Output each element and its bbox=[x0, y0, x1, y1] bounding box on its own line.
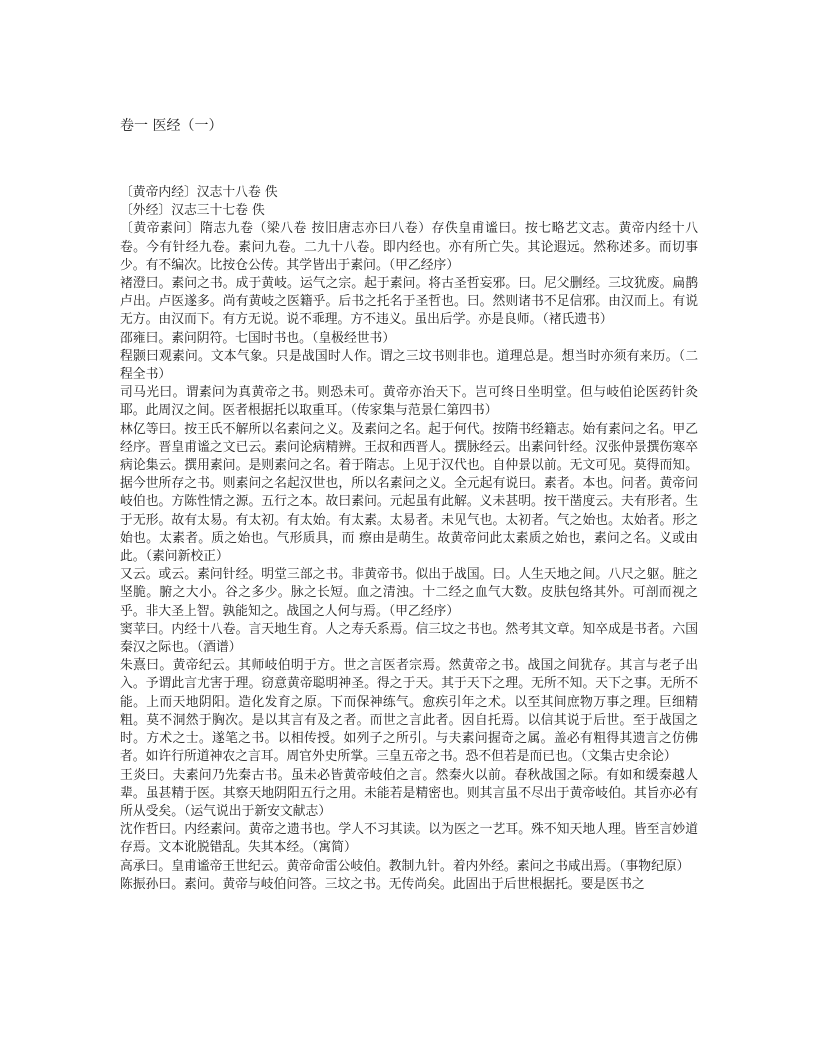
entry-huangdi-suwen: 〔黄帝素问〕隋志九卷（梁八卷 按旧唐志亦曰八卷）存佚皇甫谧曰。按七略艺文志。黄帝内经十八卷。今有针经九卷。素问九卷。二九十八卷。即内经也。亦有所亡失。其论遐远。然称述多。而切事少。有不编次。比按仓公传。其学皆出于素问。（甲乙经序） bbox=[120, 221, 698, 273]
entry-waijing: 〔外经〕汉志三十七卷 佚 bbox=[120, 203, 265, 219]
document-body bbox=[120, 184, 698, 894]
chapter-title: 卷一 医经（一） bbox=[120, 118, 223, 134]
quote-zhu-xi: 朱熹曰。黄帝纪云。其师岐伯明于方。世之言医者宗焉。然黄帝之书。战国之间犹存。其言与老子出入。予谓此言尤害于理。窃意黄帝聪明神圣。得之于天。其于天下之理。无所不知。天下之事。无所不能。上而天地阴阳。造化发育之原。下而保神练气。愈疾引年之术。以至其间庶物万事之理。巨细精粗。莫不洞然于胸次。是以其言有及之者。而世之言此者。因自托焉。以信其说于后世。至于战国之时。方术之士。遂笔之书。以相传授。如列子之所引。与夫素问握奇之属。盖必有粗得其遗言之仿佛者。如许行所道神农之言耳。周官外史所掌。三皇五帝之书。恐不但若是而已也。（文集古史余论） bbox=[120, 658, 698, 765]
quote-lin-yi: 林亿等曰。按王氏不解所以名素问之义。及素问之名。起于何代。按隋书经籍志。始有素问之名。甲乙经序。晋皇甫谧之文已云。素问论病精辨。王叔和西晋人。撰脉经云。出素问针经。汉张仲景撰伤寒卒病论集云。撰用素问。是则素问之名。着于隋志。上见于汉代也。自仲景以前。无文可见。莫得而知。据今世所存之书。则素问之名起汉世也，所以名素问之义。全元起有说曰。素者。本也。问者。黄帝问岐伯也。方陈性情之源。五行之本。故曰素问。元起虽有此解。义未甚明。按干凿度云。夫有形者。生于无形。故有太易。有太初。有太始。有太素。太易者。未见气也。太初者。气之始也。太始者。形之始也。太素者。质之始也。气形质具，而 瘵由是萌生。故黄帝问此太素质之始也，素问之名。义或由此。（素问新校正） bbox=[120, 421, 698, 565]
quote-sima-guang: 司马光曰。谓素问为真黄帝之书。则恐未可。黄帝亦治天下。岂可终日坐明堂。但与岐伯论医药针灸耶。此周汉之间。医者根据托以取重耳。（传家集与范景仁第四书） bbox=[120, 385, 698, 419]
quote-you-yun: 又云。或云。素问针经。明堂三部之书。非黄帝书。似出于战国。曰。人生天地之间。八尺之躯。脏之坚脆。腑之大小。谷之多少。脉之长短。血之清浊。十二经之血气大数。皮肤包络其外。可剖而视之乎。非大圣上智。孰能知之。战国之人何与焉。（甲乙经序） bbox=[120, 567, 698, 619]
quote-wang-yan: 王炎曰。夫素问乃先秦古书。虽未必皆黄帝岐伯之言。然秦火以前。春秋战国之际。有如和缓秦越人辈。虽甚精于医。其察天地阴阳五行之用。未能若是精密也。则其言虽不尽出于黄帝岐伯。其旨亦必有所从受矣。（运气说出于新安文献志） bbox=[120, 767, 698, 819]
entry-huangdi-neijing: 〔黄帝内经〕汉志十八卷 佚 bbox=[120, 185, 278, 200]
quote-dou-ping: 窦苹曰。内经十八卷。言天地生育。人之寿夭系焉。信三坟之书也。然考其文章。知卒成是书者。六国秦汉之际也。（酒谱） bbox=[120, 621, 698, 656]
quote-chen-zhensun: 陈振孙曰。素问。黄帝与岐伯问答。三坟之书。无传尚矣。此固出于后世根据托。要是医书之 bbox=[120, 876, 645, 892]
quote-shen-zuozhe: 沈作哲曰。内经素问。黄帝之遗书也。学人不习其读。以为医之一艺耳。殊不知天地人理。皆至言妙道存焉。文本讹脱错乱。失其本经。（寓简） bbox=[120, 822, 698, 856]
quote-gao-cheng: 高承曰。皇甫谧帝王世纪云。黄帝命雷公岐伯。教制九针。着内外经。素问之书咸出焉。（事物纪原） bbox=[120, 858, 690, 874]
quote-cheng-hao: 程颢曰观素问。文本气象。只是战国时人作。谓之三坟书则非也。道理总是。想当时亦须有来历。（二程全书） bbox=[120, 348, 698, 383]
quote-chu-cheng: 褚澄曰。素问之书。成于黄岐。运气之宗。起于素问。将古圣哲妄邪。曰。尼父删经。三坟犹废。扁鹊卢出。卢医遂多。尚有黄岐之医籍乎。后书之托名于圣哲也。曰。然则诸书不足信邪。由汉而上。有说无方。由汉而下。有方无说。说不乖理。方不违义。虽出后学。亦是良师。（褚氏遗书） bbox=[120, 276, 698, 328]
quote-shao-yong: 邵雍曰。素问阴符。七国时书也。（皇极经世书） bbox=[120, 330, 396, 346]
